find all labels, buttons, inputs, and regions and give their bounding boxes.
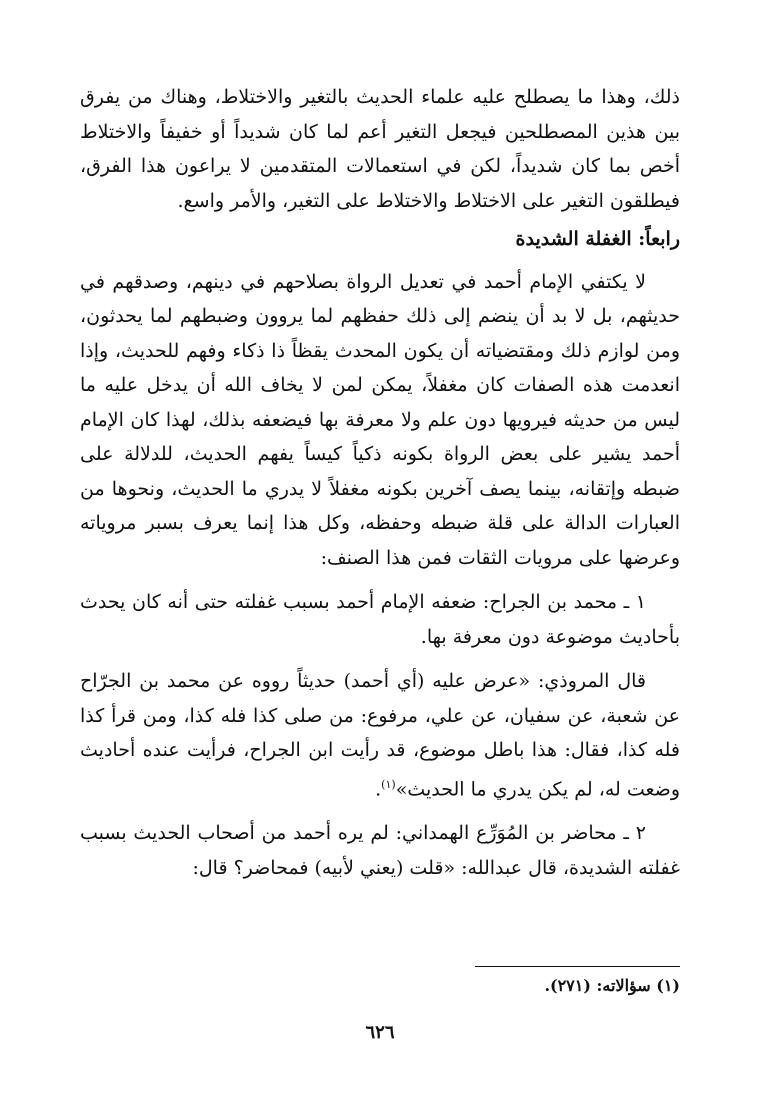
paragraph-gafla: لا يكتفي الإمام أحمد في تعديل الرواة بصلاحهم في دينهم، وصدقهم في حديثهم، بل لا بد أن ينضم إلى ذلك حفظهم لما يروون وضبطهم لما يحدثون، ومن لوازم ذلك ومقتضياته أن يكون المحدث يقظاً ذا ذكاء وفهم للحديث، وإذا انعدمت هذه الصفات كان مغفلاً، يمكن لمن لا يخاف الله أن يدخل عليه ما ليس من حديثه فيرويها دون علم ولا معرفة بها فيضعفه بذلك، لهذا كان الإمام أحمد يشير على بعض الرواة بكونه ذكياً كيساً يفهم الحديث، للدلالة على ضبطه وإتقانه، بينما يصف آخرين بكونه مغفلاً لا يدري ما الحديث، ونحوها من العبارات الدالة على قلة ضبطه وحفظه، وكل هذا إنما يعرف بسبر مروياته وعرضها على مرويات الثقات فمن هذا الصنف: [80, 270, 680, 569]
footnote: (١) سؤالاته: (٢٧١). [544, 976, 680, 995]
main-text [80, 80, 680, 885]
footnote-ref: (١) [381, 777, 396, 791]
section-heading: رابعاً: الغفلة الشديدة [515, 228, 680, 250]
paragraph-item-2: ٢ ـ محاضر بن المُوَرِّع الهمداني: لم يره أحمد من أصحاب الحديث بسبب غفلته الشديدة، قال عبدالله: «قلت (يعني لأبيه) فمحاضر؟ قال: [80, 822, 680, 879]
paragraph-quote-marwazi [80, 664, 680, 806]
paragraph-intro: ذلك، وهذا ما يصطلح عليه علماء الحديث بالتغير والاختلاط، وهناك من يفرق بين هذين المصطلحين فيجعل التغير أعم لما كان شديداً أو خفيفاً والاختلاط أخص بما كان شديداً، لكن في استعمالات المتقدمين لا يراعون هذا الفرق، فيطلقون التغير على الاختلاط والاختلاط على التغير، والأمر واسع. [80, 86, 680, 212]
paragraph-item-1: ١ ـ محمد بن الجراح: ضعفه الإمام أحمد بسبب غفلته حتى أنه كان يحدث بأحاديث موضوعة دون معرفة بها. [80, 591, 680, 648]
quote-text: قال المروذي: «عرض عليه (أي أحمد) حديثاً رووه عن محمد بن الجرّاح عن شعبة، عن سفيان، عن علي، مرفوع: من صلى كذا فله كذا، ومن قرأ كذا فله كذا، فقال: هذا باطل موضوع، قد رأيت ابن الجراح، فرأيت عنده أحاديث وضعت له، لم يكن يدري ما الحديث» [80, 670, 680, 800]
footnote-divider [475, 966, 680, 967]
quote-end: . [375, 777, 382, 800]
page-number: ٦٢٦ [365, 1022, 395, 1043]
